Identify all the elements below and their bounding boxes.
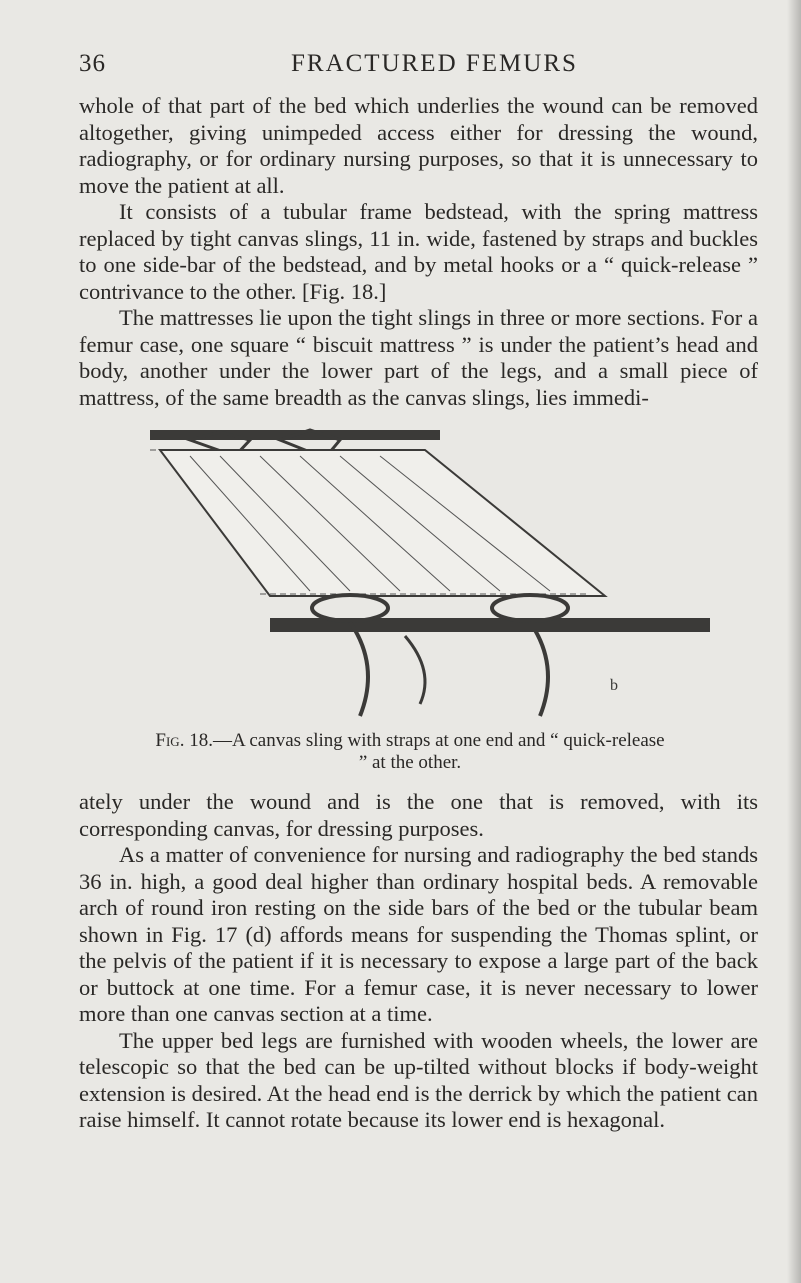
figure-annotation-label: b <box>610 677 618 694</box>
paragraph: ately under the wound and is the one that is removed, with its corresponding canvas, for dressing purposes. <box>79 789 758 841</box>
page-number: 36 <box>79 50 106 77</box>
figure-canvas-sling <box>150 426 710 726</box>
paragraph: The mattresses lie upon the tight slings in three or more sections. For a femur case, one square “ biscuit mattress ” is under the patient’s head and body, another under the lower part of the legs, and a small piece of mattress, of the same breadth as the canvas slings, lies immedi- <box>79 305 758 410</box>
body-text-bottom <box>79 789 758 1134</box>
body-text-top <box>79 93 758 411</box>
page-edge-shadow <box>787 0 801 1283</box>
caption-label: Fig. 18. <box>155 730 213 751</box>
figure-caption <box>150 730 670 774</box>
page-header <box>0 50 801 86</box>
paragraph: The upper bed legs are furnished with wooden wheels, the lower are telescopic so that the bed can be up-tilted without blocks if body-weight extension is desired. At the head end is the derrick by which the patient can raise himself. It cannot rotate because its lower end is hexagonal. <box>79 1027 758 1132</box>
canvas-sling-illustration <box>150 426 710 726</box>
release-lever-right <box>530 622 548 716</box>
quick-release-hook-right <box>492 595 568 621</box>
release-loop <box>405 636 425 704</box>
paragraph: whole of that part of the bed which underlies the wound can be removed altogether, giving unimpeded access either for dressing the wound, radiography, or for ordinary nursing purposes, so that it is unnecessary to move the patient at all. <box>79 93 758 198</box>
running-head: FRACTURED FEMURS <box>291 50 578 77</box>
quick-release-hook-left <box>312 595 388 621</box>
paragraph: As a matter of convenience for nursing and radiography the bed stands 36 in. high, a good deal higher than ordinary hospital beds. A removable arch of round iron resting on the side bars of the bed or the tubular beam shown in Fig. 17 (d) affords means for suspending the Thomas splint, or the pelvis of the patient if it is necessary to expose a large part of the back or buttock at one time. For a femur case, it is never necessary to lower more than one canvas section at a time. <box>79 842 758 1026</box>
release-lever-left <box>350 622 368 716</box>
paragraph: It consists of a tubular frame bedstead, with the spring mattress replaced by tight canvas slings, 11 in. wide, fastened by straps and buckles to one side-bar of the bedstead, and by metal hooks or a “ quick-release ” contrivance to the other. [Fig. 18.] <box>79 199 758 304</box>
caption-text: —A canvas sling with straps at one end and “ quick-release ” at the other. <box>212 730 665 773</box>
